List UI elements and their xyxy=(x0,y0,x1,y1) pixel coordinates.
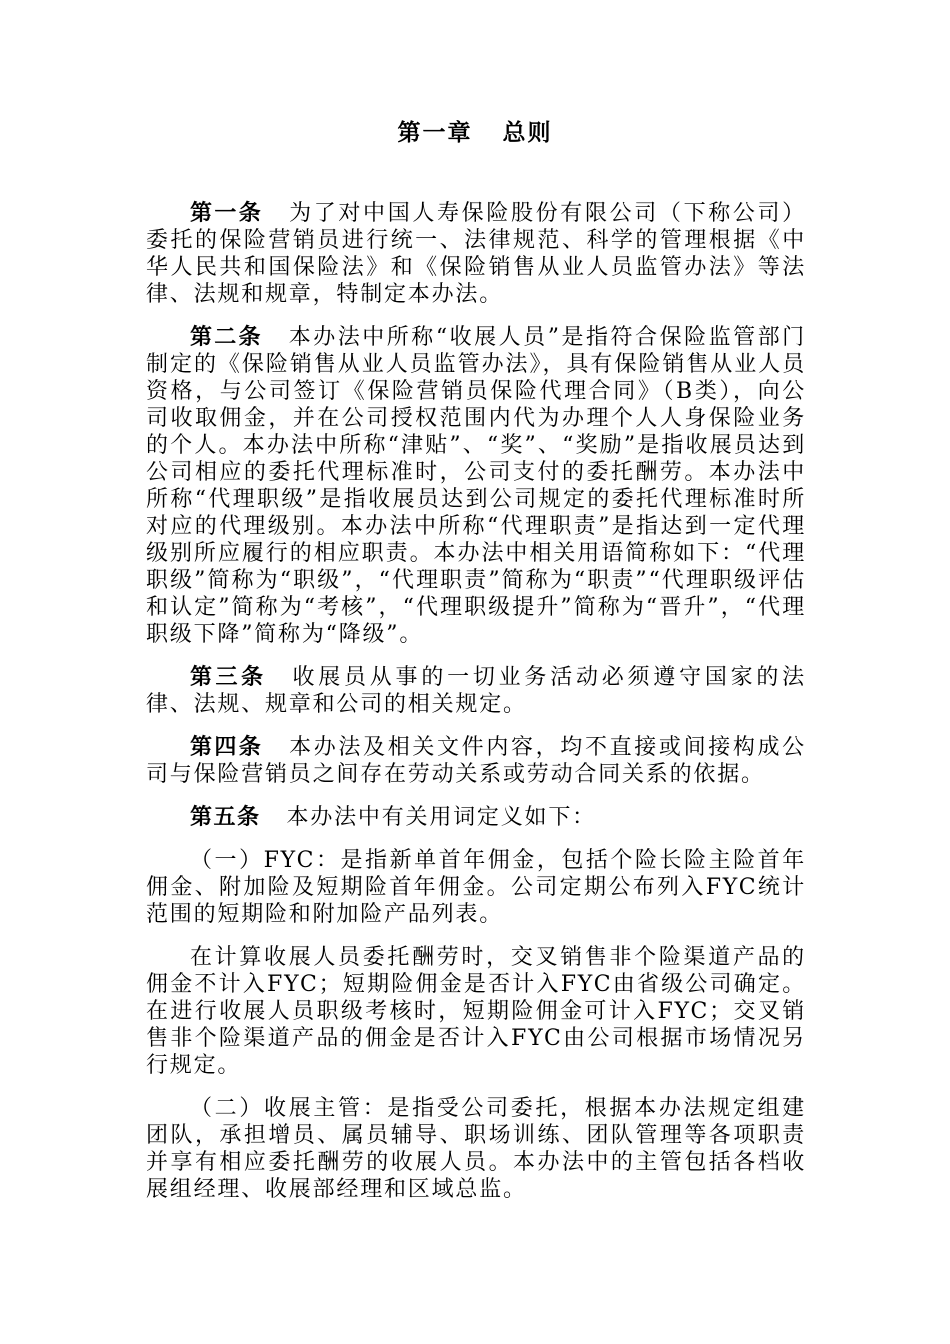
chapter-title: 第一章 总则 xyxy=(397,119,553,146)
article-text: 本办法及相关文件内容，均不直接或间接构成公司与保险营销员之间存在劳动关系或劳动合同关系的依据。 xyxy=(146,735,806,787)
article-number: 第三条 xyxy=(190,664,267,690)
article-number: 第五条 xyxy=(190,804,261,830)
article-2 xyxy=(146,324,806,648)
article-text: 为了对中国人寿保险股份有限公司（下称公司）委托的保险营销员进行统一、法律规范、科学的管理根据《中华人民共和国保险法》和《保险销售从业人员监管办法》等法律、法规和规章，特制定本办法。 xyxy=(146,201,806,307)
article-text: 收展员从事的一切业务活动必须遵守国家的法律、法规、规章和公司的相关规定。 xyxy=(146,665,806,717)
article-text: 本办法中所称“收展人员”是指符合保险监管部门制定的《保险销售从业人员监管办法》，具有保险销售从业人员资格，与公司签订《保险营销员保险代理合同》（B类），向公司收取佣金，并在公司授权范围内代为办理个人人身保险业务的个人。本办法中所称“津贴”、“奖”、“奖励”是指收展员达到公司相应的委托代理标准时，公司支付的委托酬劳。本办法中所称“代理职级”是指收展员达到公司规定的委托代理标准时所对应的代理级别。本办法中所称“代理职责”是指达到一定代理级别所应履行的相应职责。本办法中相关用语简称如下：“代理职级”简称为“职级”，“代理职责”简称为“职责”“代理职级评估和认定”简称为“考核”，“代理职级提升”简称为“晋升”，“代理职级下降”简称为“降级”。 xyxy=(146,325,806,647)
definition-fyc: （一）FYC：是指新单首年佣金，包括个险长险主险首年佣金、附加险及短期险首年佣金。公司定期公布列入FYC统计范围的短期险和附加险产品列表。 xyxy=(146,848,806,927)
article-3 xyxy=(146,664,806,718)
article-text: 本办法中有关用词定义如下： xyxy=(286,805,596,830)
document-body xyxy=(146,200,806,1219)
definition-fyc-note: 在计算收展人员委托酬劳时，交叉销售非个险渠道产品的佣金不计入FYC；短期险佣金是否计入FYC由省级公司确定。在进行收展人员职级考核时，短期险佣金可计入FYC；交叉销售非个险渠道产品的佣金是否计入FYC由公司根据市场情况另行规定。 xyxy=(146,945,806,1078)
article-1 xyxy=(146,200,806,308)
article-number: 第四条 xyxy=(190,734,264,760)
article-5 xyxy=(146,804,806,831)
article-number: 第二条 xyxy=(190,324,263,350)
article-4 xyxy=(146,734,806,788)
definition-supervisor: （二）收展主管：是指受公司委托，根据本办法规定组建团队，承担增员、属员辅导、职场训练、团队管理等各项职责并享有相应委托酬劳的收展人员。本办法中的主管包括各档收展组经理、收展部经理和区域总监。 xyxy=(146,1096,806,1202)
article-number: 第一条 xyxy=(190,200,264,226)
